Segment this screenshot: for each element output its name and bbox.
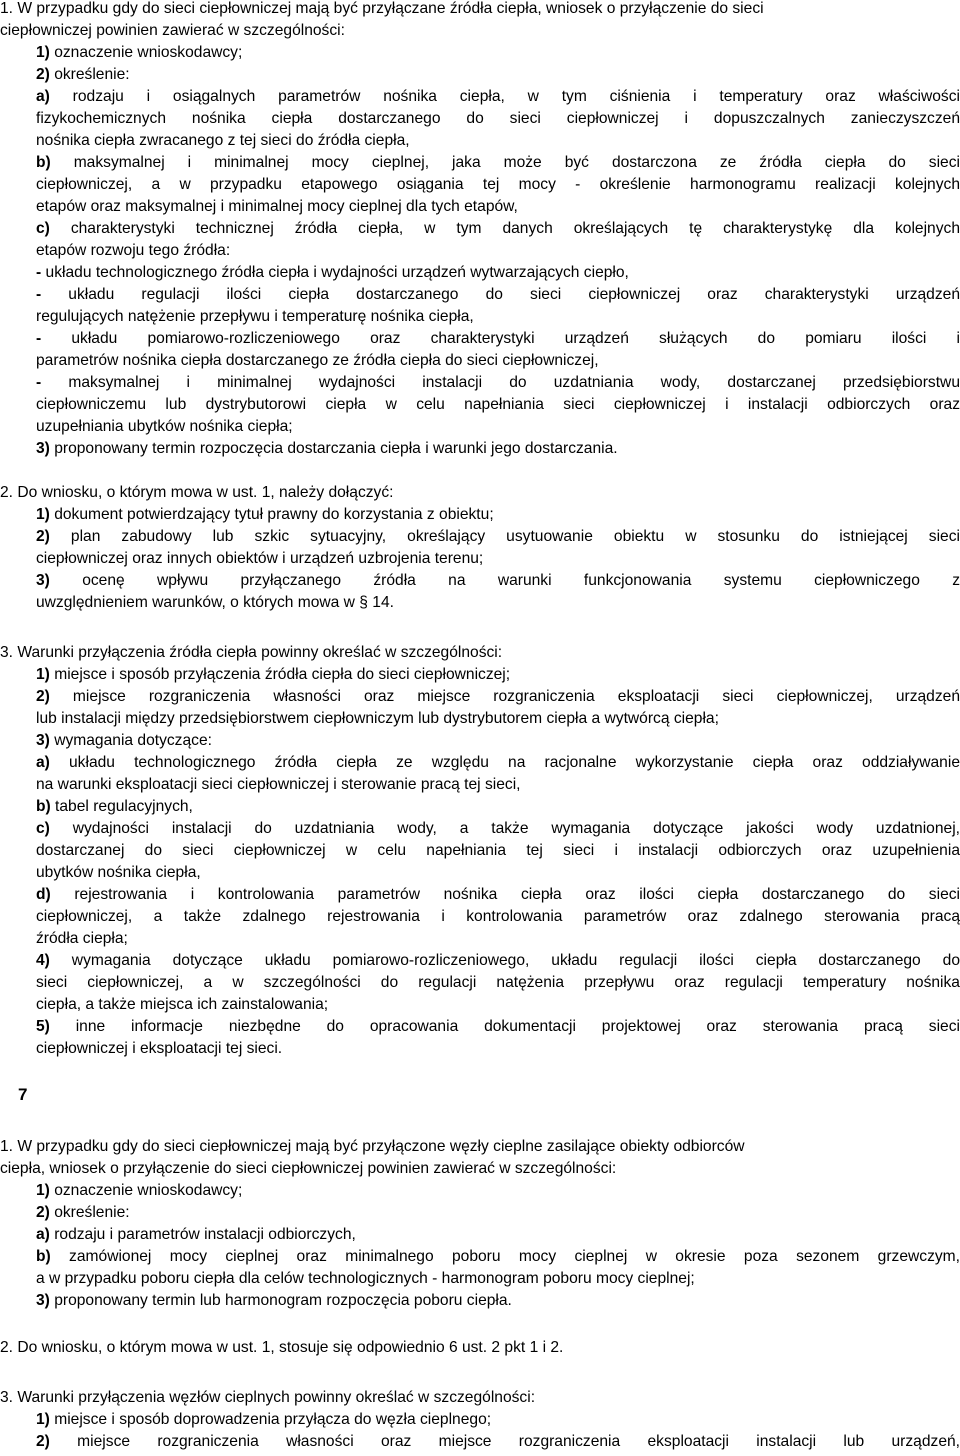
text-line: ubytków nośnika ciepła, (36, 864, 201, 881)
paragraph-heading: 3. Warunki przyłączenia źródła ciepła powinny określać w szczególności: (0, 644, 503, 661)
list-marker: b) (36, 1248, 51, 1265)
list-marker: 1) (36, 1411, 50, 1428)
list-item: 1) oznaczenie wnioskodawcy; (36, 44, 243, 61)
text-line: etapów oraz maksymalnej i minimalnej mocy cieplnej dla tych etapów, (36, 198, 518, 215)
list-item: b) zamówionej mocy cieplnej oraz minimalnego poboru mocy cieplnej w okresie poza sezonem grzewczym, (36, 1248, 960, 1265)
list-item: c) wydajności instalacji do uzdatniania wody, a także wymagania dotyczące jakości wody uzdatnionej, (36, 820, 960, 837)
list-marker: 2) (36, 66, 50, 83)
list-marker: 3) (36, 732, 50, 749)
text-line: a w przypadku poboru ciepła dla celów technologicznych - harmonogram poboru mocy cieplnej; (36, 1270, 695, 1287)
list-marker: - (36, 286, 42, 303)
list-item: 1) dokument potwierdzający tytuł prawny do korzystania z obiektu; (36, 506, 494, 523)
list-item: - maksymalnej i minimalnej wydajności instalacji do uzdatniania wody, dostarczanej przedsiębiorstwu (36, 374, 960, 391)
list-item: 1) miejsce i sposób przyłączenia źródła ciepła do sieci ciepłowniczej; (36, 666, 511, 683)
text-line: na warunki eksploatacji sieci ciepłowniczej i sterowanie pracą tej sieci, (36, 776, 521, 793)
list-marker: 2) (36, 528, 50, 545)
list-marker: 3) (36, 572, 50, 589)
list-marker: 2) (36, 1204, 50, 1221)
list-marker: - (36, 264, 42, 281)
text-line: ciepłowniczej, a w przypadku etapowego osiągania tej mocy - określenie harmonogramu realizacji kolejnych (36, 176, 960, 193)
text-line: uwzględnieniem warunków, o których mowa w § 14. (36, 594, 394, 611)
list-marker: 5) (36, 1018, 50, 1035)
text-line: etapów rozwoju tego źródła: (36, 242, 231, 259)
list-item: a) rodzaju i parametrów instalacji odbiorczych, (36, 1226, 356, 1243)
list-marker: 3) (36, 1292, 50, 1309)
list-marker: 1) (36, 1182, 50, 1199)
list-item: 1) oznaczenie wnioskodawcy; (36, 1182, 243, 1199)
list-item: - układu pomiarowo-rozliczeniowego oraz charakterystyki urządzeń służących do pomiaru ilości i (36, 330, 960, 347)
list-item: 2) określenie: (36, 1204, 130, 1221)
text-line: ciepłowniczej, a także zdalnego rejestrowania i kontrolowania parametrów oraz zdalnego sterowania pracą (36, 908, 960, 925)
list-item: 2) miejsce rozgraniczenia własności oraz miejsce rozgraniczenia eksploatacji sieci ciepłowniczej, urządzeń (36, 688, 960, 705)
text-line: sieci ciepłowniczej, a w szczególności do regulacji natężenia przepływu oraz regulacji temperatury nośnika (36, 974, 960, 991)
paragraph-heading: 2. Do wniosku, o którym mowa w ust. 1, stosuje się odpowiednio 6 ust. 2 pkt 1 i 2. (0, 1339, 564, 1356)
list-item: 3) proponowany termin lub harmonogram rozpoczęcia poboru ciepła. (36, 1292, 512, 1309)
text-line: fizykochemicznych nośnika ciepła dostarczanego do sieci ciepłowniczej i dopuszczalnych zanieczyszczeń (36, 110, 960, 127)
text-line: nośnika ciepła zwracanego z tej sieci do źródła ciepła, (36, 132, 410, 149)
list-marker: 3) (36, 440, 50, 457)
list-marker: 1) (36, 44, 50, 61)
text-line: ciepłowniczej oraz innych obiektów i urządzeń uzbrojenia terenu; (36, 550, 484, 567)
list-marker: - (36, 330, 42, 347)
list-item: 2) plan zabudowy lub szkic sytuacyjny, określający usytuowanie obiektu w stosunku do istniejącej sieci (36, 528, 960, 545)
text-line: ciepłowniczej i eksploatacji tej sieci. (36, 1040, 283, 1057)
list-item: 4) wymagania dotyczące układu pomiarowo-rozliczeniowego, układu regulacji ilości ciepła dostarczanego do (36, 952, 960, 969)
list-item: 2) określenie: (36, 66, 130, 83)
list-item: c) charakterystyki technicznej źródła ciepła, w tym danych określających tę charakterystykę dla kolejnych (36, 220, 960, 237)
list-item: 3) wymagania dotyczące: (36, 732, 212, 749)
text-line: parametrów nośnika ciepła dostarczanego ze źródła ciepła do sieci ciepłowniczej, (36, 352, 599, 369)
list-item: 3) proponowany termin rozpoczęcia dostarczania ciepła i warunki jego dostarczania. (36, 440, 618, 457)
text-line: regulujących natężenie przepływu i temperaturę nośnika ciepła, (36, 308, 474, 325)
list-item: d) rejestrowania i kontrolowania parametrów nośnika ciepła oraz ilości ciepła dostarczanego do sieci (36, 886, 960, 903)
text-line: 1. W przypadku gdy do sieci ciepłowniczej mają być przyłączane źródła ciepła, wniosek o przyłączenie do sieci (0, 0, 764, 17)
paragraph-heading: 3. Warunki przyłączenia węzłów cieplnych powinny określać w szczególności: (0, 1389, 536, 1406)
text-line: uzupełniania ubytków nośnika ciepła; (36, 418, 293, 435)
list-item: 2) miejsce rozgraniczenia własności oraz miejsce rozgraniczenia eksploatacji instalacji lub urządzeń, (36, 1433, 960, 1450)
list-marker: a) (36, 88, 50, 105)
text-line: 1. W przypadku gdy do sieci ciepłowniczej mają być przyłączone węzły cieplne zasilające obiekty odbiorców (0, 1138, 745, 1155)
list-item: 3) ocenę wpływu przyłączanego źródła na warunki funkcjonowania systemu ciepłowniczego z (36, 572, 960, 589)
list-marker: a) (36, 754, 50, 771)
text-line: ciepłowniczemu lub dystrybutorowi ciepła w celu napełniania sieci ciepłowniczej i instalacji odbiorczych oraz (36, 396, 960, 413)
list-item: 1) miejsce i sposób doprowadzenia przyłącza do węzła cieplnego; (36, 1411, 492, 1428)
list-marker: c) (36, 820, 50, 837)
list-item: 5) inne informacje niezbędne do opracowania dokumentacji projektowej oraz sterowania pracą sieci (36, 1018, 960, 1035)
text-line: lub instalacji między przedsiębiorstwem ciepłowniczym lub dystrybutorem ciepła a wytwórcą ciepła; (36, 710, 719, 727)
list-marker: d) (36, 886, 51, 903)
text-line: ciepła, wniosek o przyłączenie do sieci ciepłowniczej powinien zawierać w szczególności: (0, 1160, 617, 1177)
list-marker: b) (36, 798, 51, 815)
list-item: - układu regulacji ilości ciepła dostarczanego do sieci ciepłowniczej oraz charakterystyki urządzeń (36, 286, 960, 303)
list-marker: a) (36, 1226, 50, 1243)
list-marker: 2) (36, 1433, 50, 1450)
list-item: b) maksymalnej i minimalnej mocy cieplnej, jaka może być dostarczona ze źródła ciepła do sieci (36, 154, 960, 171)
list-marker: b) (36, 154, 51, 171)
list-marker: 1) (36, 506, 50, 523)
section-number: 7 (18, 1085, 28, 1104)
text-line: ciepłowniczej powinien zawierać w szczególności: (0, 22, 345, 39)
text-line: dostarczanej do sieci ciepłowniczej w celu napełniania tej sieci i instalacji odbiorczych oraz uzupełnienia (36, 842, 960, 859)
list-marker: c) (36, 220, 50, 237)
list-marker: 2) (36, 688, 50, 705)
list-marker: 1) (36, 666, 50, 683)
list-item: a) rodzaju i osiągalnych parametrów nośnika ciepła, w tym ciśnienia i temperatury oraz właściwości (36, 88, 960, 105)
list-marker: 4) (36, 952, 50, 969)
list-marker: - (36, 374, 42, 391)
list-item: a) układu technologicznego źródła ciepła ze względu na racjonalne wykorzystanie ciepła oraz oddziaływanie (36, 754, 960, 771)
text-line: ciepła, a także miejsca ich zainstalowania; (36, 996, 329, 1013)
list-item: b) tabel regulacyjnych, (36, 798, 193, 815)
paragraph-heading: 2. Do wniosku, o którym mowa w ust. 1, należy dołączyć: (0, 484, 394, 501)
text-line: źródła ciepła; (36, 930, 128, 947)
list-item: - układu technologicznego źródła ciepła i wydajności urządzeń wytwarzających ciepło, (36, 264, 629, 281)
